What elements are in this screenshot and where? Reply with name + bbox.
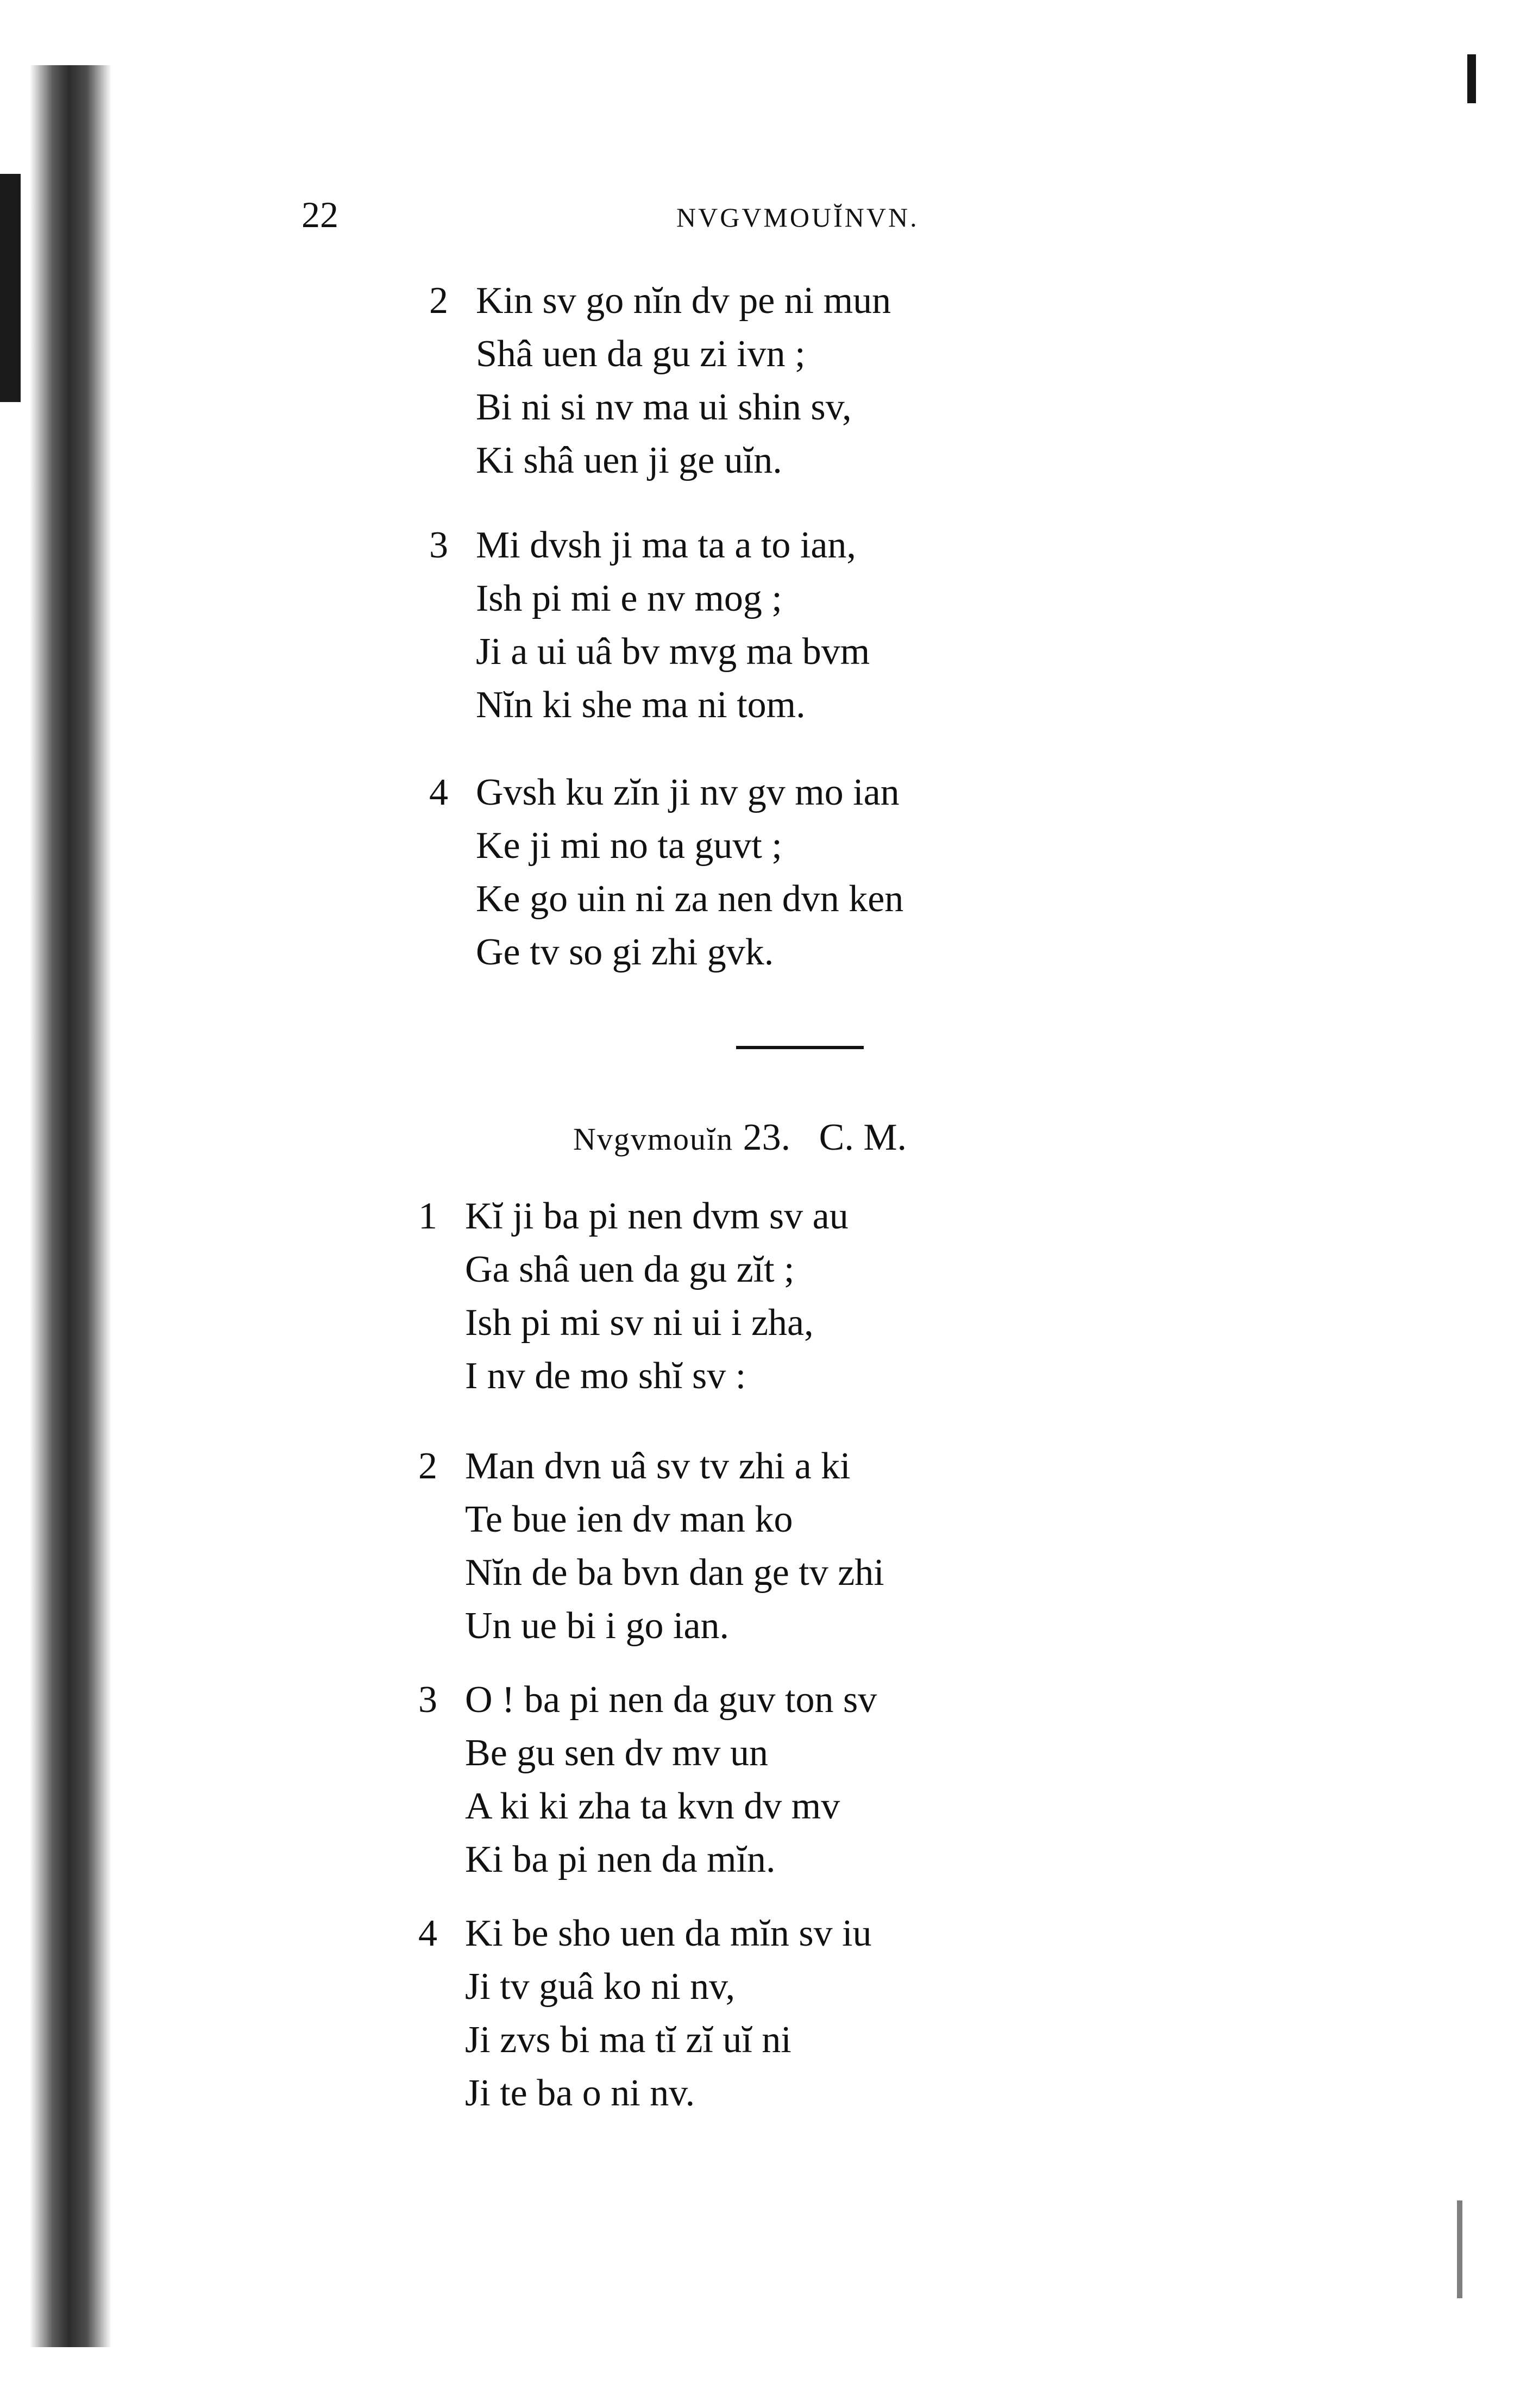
verse-number: 3 bbox=[429, 524, 448, 566]
verse-number: 4 bbox=[418, 1912, 437, 1954]
verse-line: 4 Ki be sho uen da mĭn sv iu bbox=[418, 1907, 872, 1960]
hymn-title bbox=[573, 1111, 907, 1166]
verse-number: 3 bbox=[418, 1679, 437, 1721]
verse-line: Bi ni si nv ma ui shin sv, bbox=[476, 386, 852, 428]
verse-block bbox=[418, 1440, 884, 1653]
verse-number: 2 bbox=[429, 280, 448, 322]
verse-line: 2 Man dvn uâ sv tv zhi a ki bbox=[418, 1440, 884, 1493]
verse-number: 1 bbox=[418, 1195, 437, 1237]
verse-line: Ga shâ uen da gu zĭt ; bbox=[465, 1249, 795, 1290]
verse-line: Te bue ien dv man ko bbox=[465, 1498, 793, 1540]
running-head: NVGVMOUĬNVN. bbox=[676, 202, 919, 233]
verse-line: 2 Kin sv go nĭn dv pe ni mun bbox=[429, 274, 891, 328]
verse-line: I nv de mo shĭ sv : bbox=[465, 1355, 746, 1397]
verse-line: Ki ba pi nen da mĭn. bbox=[465, 1839, 776, 1880]
verse-block bbox=[418, 1673, 877, 1886]
verse-line: Ji a ui uâ bv mvg ma bvm bbox=[476, 631, 870, 673]
verse-number: 4 bbox=[429, 772, 448, 813]
corner-print-mark bbox=[1467, 54, 1476, 103]
verse-line: 3 O ! ba pi nen da guv ton sv bbox=[418, 1673, 877, 1727]
verse-line: Nĭn de ba bvn dan ge tv zhi bbox=[465, 1552, 884, 1594]
verse-block bbox=[418, 1190, 849, 1403]
hymn-title-prefix: Nvgvmouĭn bbox=[573, 1121, 734, 1157]
verse-block bbox=[429, 519, 870, 732]
verse-block bbox=[429, 274, 891, 487]
verse-number: 2 bbox=[418, 1445, 437, 1487]
verse-line: A ki ki zha ta kvn dv mv bbox=[465, 1785, 840, 1827]
verse-block bbox=[429, 766, 903, 979]
verse-line: Ish pi mi sv ni ui i zha, bbox=[465, 1302, 814, 1344]
verse-line: Ji tv guâ ko ni nv, bbox=[465, 1966, 736, 2008]
verse-line: 4 Gvsh ku zĭn ji nv gv mo ian bbox=[429, 766, 903, 819]
verse-line: Be gu sen dv mv un bbox=[465, 1732, 769, 1774]
verse-line: 1 Kĭ ji ba pi nen dvm sv au bbox=[418, 1190, 849, 1243]
verse-line: Nĭn ki she ma ni tom. bbox=[476, 684, 806, 726]
verse-line: Ish pi mi e nv mog ; bbox=[476, 578, 782, 619]
verse-line: Ji te ba o ni nv. bbox=[465, 2072, 695, 2114]
corner-print-smudge bbox=[1457, 2200, 1462, 2298]
page-number: 22 bbox=[301, 194, 338, 235]
verse-line: Un ue bi i go ian. bbox=[465, 1605, 730, 1647]
verse-line: Ke ji mi no ta guvt ; bbox=[476, 825, 782, 867]
verse-line: Shâ uen da gu zi ivn ; bbox=[476, 333, 806, 375]
verse-block bbox=[418, 1907, 872, 2120]
verse-line: Ge tv so gi zhi gvk. bbox=[476, 931, 774, 973]
hymn-number: 23. bbox=[743, 1117, 791, 1158]
page-edge-mark bbox=[0, 174, 21, 402]
verse-line: Ji zvs bi ma tĭ zĭ uĭ ni bbox=[465, 2019, 791, 2061]
page-binding-shadow bbox=[30, 65, 111, 2347]
verse-line: Ki shâ uen ji ge uĭn. bbox=[476, 440, 782, 481]
verse-line: 3 Mi dvsh ji ma ta a to ian, bbox=[429, 519, 870, 572]
hymn-meter: C. M. bbox=[819, 1117, 907, 1158]
section-divider bbox=[736, 1046, 864, 1049]
verse-line: Ke go uin ni za nen dvn ken bbox=[476, 878, 904, 920]
